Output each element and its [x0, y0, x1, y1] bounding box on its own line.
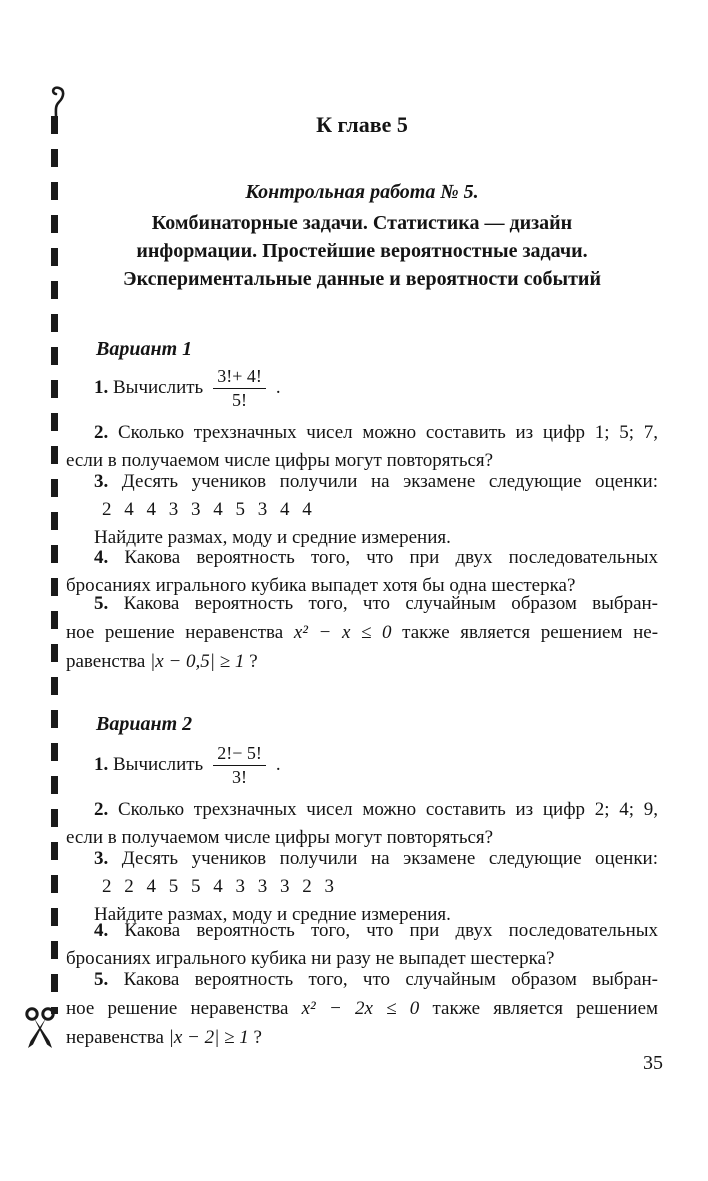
problem-number: 4.	[94, 547, 109, 568]
period: .	[275, 754, 281, 775]
problem-text: ?	[253, 1027, 262, 1048]
problem-text: ?	[249, 651, 258, 672]
problem-line	[66, 647, 658, 676]
problem-line	[66, 845, 658, 873]
variant-1-problem-5	[66, 589, 658, 676]
problem-line	[66, 419, 658, 447]
problem-line	[66, 994, 658, 1023]
variant-1-problem-2	[66, 419, 658, 475]
problem-text: равенства	[66, 651, 146, 672]
variant-2-problem-1	[66, 737, 658, 793]
chapter-heading: К главе 5	[316, 112, 408, 137]
work-title: Контрольная работа № 5.	[245, 181, 479, 203]
variant-2-problem-5	[66, 965, 658, 1052]
problem-line: если в получаемом числе цифры могут повторяться?	[66, 450, 494, 471]
problem-line: если в получаемом числе цифры могут повторяться?	[66, 827, 494, 848]
work-subtitle-line-3: Экспериментальные данные и вероятности событий	[123, 268, 601, 290]
problem-line	[66, 796, 658, 824]
problem-line	[66, 618, 658, 647]
problem-text: ное решение неравенства	[66, 998, 289, 1019]
problem-text: Какова вероятность того, что случайным образом выбран-	[123, 593, 659, 614]
work-subtitle-line-1: Комбинаторные задачи. Статистика — дизайн	[151, 212, 573, 234]
problem-number: 3.	[94, 471, 109, 492]
problem-line	[66, 589, 658, 618]
problem-line	[66, 544, 658, 572]
dashed-cut-line	[51, 116, 58, 1014]
variant-1-title: Вариант 1	[96, 338, 193, 360]
work-subtitle	[66, 209, 658, 293]
problem-number: 5.	[94, 593, 109, 614]
problem-line: Найдите размах, моду и средние измерения.	[94, 904, 451, 925]
problem-number: 2.	[94, 422, 109, 443]
problem-line	[66, 737, 658, 793]
page-number: 35	[643, 1052, 663, 1074]
problem-text: Десять учеников получили на экзамене следующие оценки:	[121, 471, 658, 492]
problem-text: также является решением	[432, 998, 659, 1019]
fraction-denominator: 5!	[232, 389, 248, 410]
inline-formula: x² − x ≤ 0	[293, 622, 392, 643]
problem-number: 1.	[94, 377, 109, 398]
inline-formula: |x − 0,5| ≥ 1	[150, 651, 245, 672]
problem-line	[66, 468, 658, 496]
problem-text: Вычислить	[113, 377, 204, 398]
problem-text: Десять учеников получили на экзамене следующие оценки:	[121, 848, 658, 869]
inline-formula: |x − 2| ≥ 1	[168, 1027, 249, 1048]
problem-line: бросаниях игрального кубика ни разу не выпадет шестерка?	[66, 948, 555, 969]
problem-number: 1.	[94, 754, 109, 775]
problem-number: 4.	[94, 920, 109, 941]
fraction-numerator: 2!− 5!	[213, 743, 266, 766]
problem-number: 3.	[94, 848, 109, 869]
problem-text: также является решением не-	[402, 622, 659, 643]
problem-text: Какова вероятность того, что при двух последовательных	[124, 920, 659, 941]
problem-text: Какова вероятность того, что при двух последовательных	[124, 547, 659, 568]
problem-text: Какова вероятность того, что случайным образом выбран-	[123, 969, 659, 990]
fraction-denominator: 3!	[232, 766, 248, 787]
problem-line: Найдите размах, моду и средние измерения.	[94, 527, 451, 548]
problem-line	[66, 917, 658, 945]
problem-text: неравенства	[66, 1027, 164, 1048]
period: .	[275, 377, 281, 398]
variant-2-problem-2	[66, 796, 658, 852]
work-subtitle-line-2: информации. Простейшие вероятностные задачи.	[136, 240, 588, 262]
grades-list: 2 4 4 3 3 4 5 3 4 4	[102, 499, 316, 520]
variant-1-problem-3	[66, 468, 658, 552]
variant-1-problem-1	[66, 360, 658, 416]
problem-text: Вычислить	[113, 754, 204, 775]
problem-text: Сколько трехзначных чисел можно составить из цифр 2; 4; 9,	[117, 799, 658, 820]
scissors-icon	[22, 1006, 58, 1057]
problem-number: 2.	[94, 799, 109, 820]
fraction	[213, 366, 266, 411]
problem-line	[66, 360, 658, 416]
problem-line: бросаниях игрального кубика выпадет хотя бы одна шестерка?	[66, 575, 576, 596]
fraction	[213, 743, 266, 788]
fraction-numerator: 3!+ 4!	[213, 366, 266, 389]
problem-text: ное решение неравенства	[66, 622, 284, 643]
grades-list: 2 2 4 5 5 4 3 3 3 2 3	[102, 876, 338, 897]
inline-formula: x² − 2x ≤ 0	[301, 998, 420, 1019]
problem-number: 5.	[94, 969, 109, 990]
problem-line	[66, 1023, 658, 1052]
variant-2-title: Вариант 2	[96, 713, 193, 735]
scissors-icon-svg	[22, 1006, 58, 1052]
problem-line	[66, 965, 658, 994]
problem-text: Сколько трехзначных чисел можно составить из цифр 1; 5; 7,	[117, 422, 658, 443]
